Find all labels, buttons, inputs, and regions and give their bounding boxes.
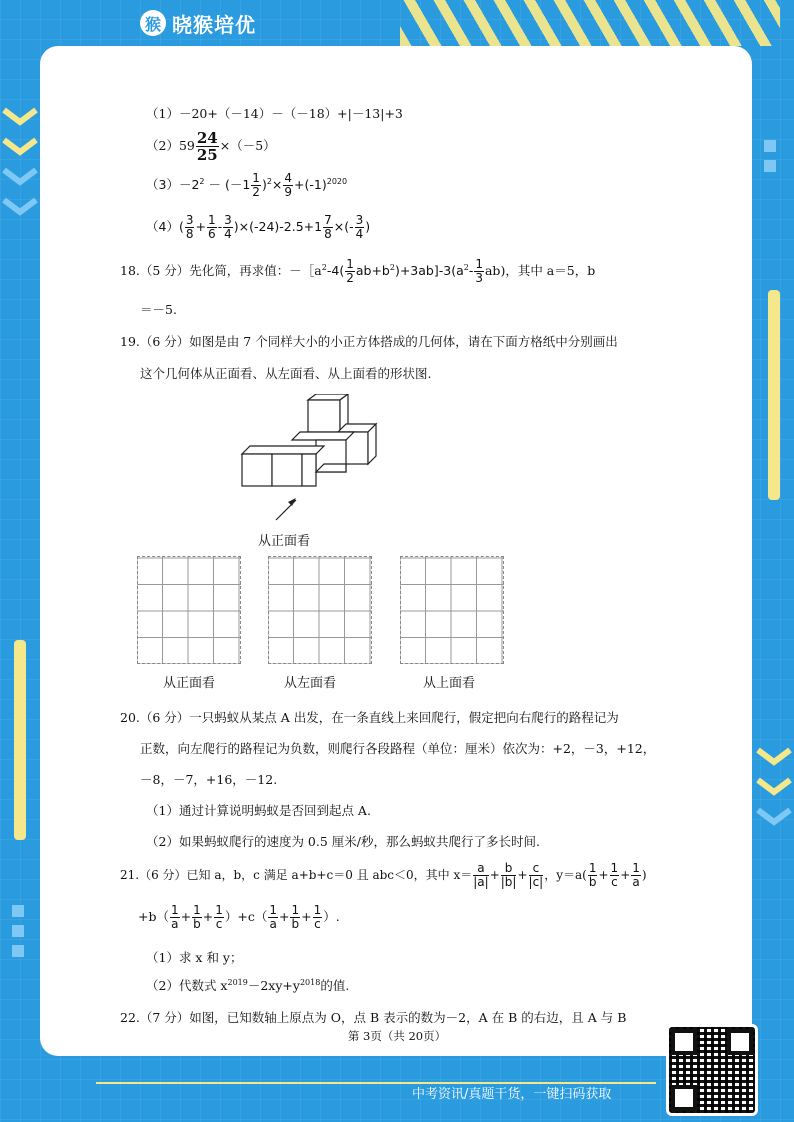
grid-label-front: 从正面看	[163, 676, 216, 691]
q17-part3: $(3)-2^2 - (-1$ $\frac{1}{2}$ )$^2$× $\frac{4}{9}$ $+(-1)^{2020}$	[146, 171, 348, 199]
q17-part2: （2）59 $\frac{24}{25}$ ×（－5）	[146, 129, 276, 164]
q21-line2: +b（ $\frac{1}{a}$ + $\frac{1}{b}$ + $\frac{1}{c}$ ）+c（ $\frac{1}{a}$ + $\frac{1}{b}$ + $\frac{1}{c}$ ）.	[138, 903, 340, 931]
arrow-label: 从正面看	[258, 534, 311, 549]
grid-label-left: 从左面看	[284, 676, 337, 691]
q18-line2: ＝－5.	[140, 302, 177, 317]
q22-line1: 22.（7 分）如图，已知数轴上原点为 O，点 B 表示的数为－2，A 在 B 的右边，且 A 与 B	[120, 1010, 627, 1025]
cube-figure	[236, 394, 384, 494]
right-chevrons-icon	[754, 740, 794, 880]
monkey-logo-icon: 猴	[140, 10, 166, 36]
deco-square	[12, 925, 24, 937]
q20-sub2: （2）如果蚂蚁爬行的速度为 0.5 厘米/秒，那么蚂蚁共爬行了多长时间.	[146, 834, 540, 849]
grid-label-top: 从上面看	[423, 676, 476, 691]
grid-top-view[interactable]	[400, 556, 504, 664]
q17-part4: （4）( $\frac{3}{8}$ + $\frac{1}{6}$ - $\frac{3}{4}$ )×(-24)-2.5+1 $\frac{7}{8}$ ×(- $\frac{3}{4}$ )	[146, 213, 371, 241]
grid-front-view[interactable]	[137, 556, 241, 664]
deco-square	[12, 905, 24, 917]
q21-sub2: （2）代数式 $x^{2019}-2xy+y^{2018}$的值.	[146, 977, 350, 993]
q18-line1: 18.（5 分）先化简，再求值：$-[a^2-4$( $\frac{1}{2}$ $ab+b^2)+3ab]-3(a^2-$ $\frac{1}{3}$ ab)，其中 a＝5，b	[120, 257, 596, 285]
qr-finder	[727, 1029, 753, 1055]
brand-name: 晓猴培优	[172, 12, 256, 37]
deco-square	[12, 945, 24, 957]
deco-square	[764, 160, 776, 172]
grid-left-view[interactable]	[268, 556, 372, 664]
promo-text: 中考资讯/真题干货，一键扫码获取	[412, 1087, 612, 1102]
deco-square	[764, 140, 776, 152]
brand-logo	[140, 8, 256, 38]
q21-sub1: （1）求 x 和 y；	[146, 950, 243, 965]
qr-code-icon[interactable]	[666, 1024, 758, 1116]
header-stripes	[400, 0, 780, 46]
q20-sub1: （1）通过计算说明蚂蚁是否回到起点 A.	[146, 803, 371, 818]
q19-line1: 19.（6 分）如图是由 7 个同样大小的小正方体搭成的几何体，请在下面方格纸中分别画出	[120, 334, 618, 349]
qr-finder	[671, 1029, 697, 1055]
page-number: 第 3页（共 20页）	[347, 1029, 447, 1043]
q17-part1: （1）－20+（－14）－（－18）+|－13|+3	[146, 106, 403, 121]
right-yellow-bar	[768, 290, 780, 500]
arrow-icon	[272, 494, 302, 524]
left-chevrons-icon	[0, 100, 40, 240]
left-yellow-bar	[14, 640, 26, 840]
q20-line1: 20.（6 分）一只蚂蚁从某点 A 出发，在一条直线上来回爬行，假定把向右爬行的路程记为	[120, 710, 619, 725]
q20-line3: －8，－7，+16，－12.	[140, 772, 278, 787]
q19-line2: 这个几何体从正面看、从左面看、从上面看的形状图.	[140, 366, 432, 381]
q20-line2: 正数，向左爬行的路程记为负数，则爬行各段路程（单位：厘米）依次为：+2，－3，+12，	[140, 741, 656, 756]
qr-finder	[671, 1085, 697, 1111]
q21-line1: 21.（6 分）已知 a，b，c 满足 a+b+c＝0 且 abc＜0，其中 x＝ $\frac{a}{|a|}$ + $\frac{b}{|b|}$ + $\frac{c}{|c|}$ ，y＝a( $\frac{1}{b}$ + $\frac{1}{c}$ + $\frac{1}{a}$ )	[120, 861, 647, 889]
